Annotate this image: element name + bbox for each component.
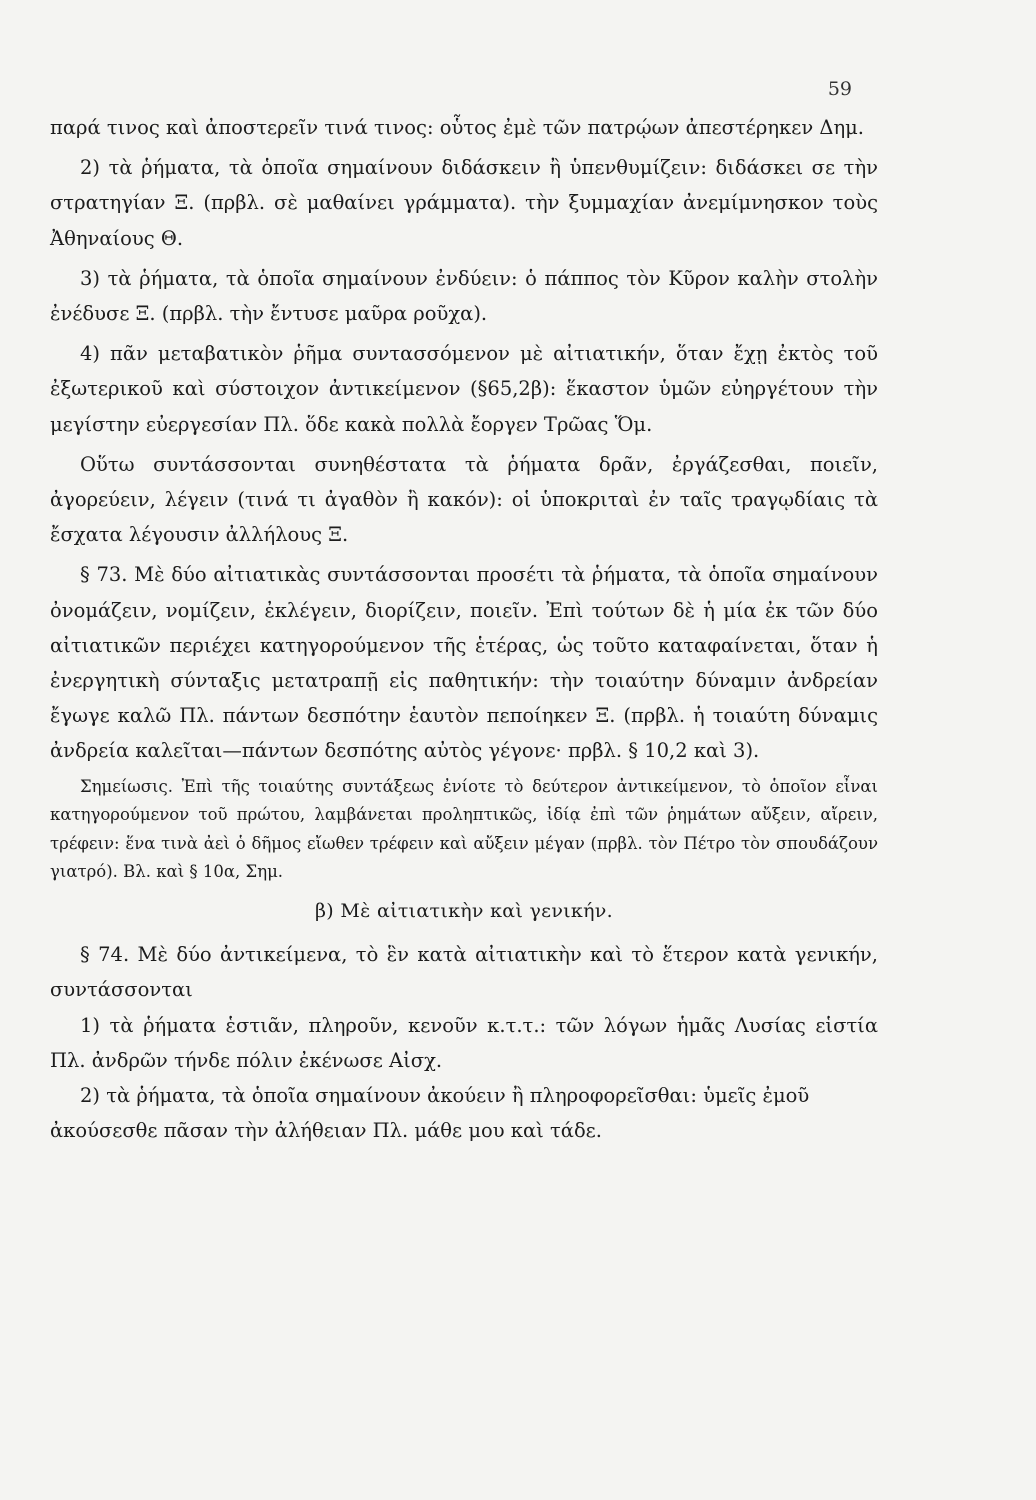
note-paragraph: Σημείωσις. Ἐπὶ τῆς τοιαύτης συντάξεως ἐνίοτε τὸ δεύτερον ἀντικείμενον, τὸ ὁποῖον εἶναι κατηγορούμενον τοῦ πρώτου, λαμβάνεται προληπτικῶς, ἰδίᾳ ἐπὶ τῶν ῥημάτων αὔξειν, αἴρειν, τρέφειν: ἕνα τινὰ ἀεὶ ὁ δῆμος εἴωθεν τρέφειν καὶ αὔξειν μέγαν (πρβλ. τὸν Πέτρο τὸν σπουδάζουν γιατρό). Βλ. καὶ § 10α, Σημ. (50, 776, 878, 882)
paragraph-item-4: 4) πᾶν μεταβατικὸν ῥῆμα συντασσόμενον μὲ αἰτιατικήν, ὅταν ἔχῃ ἐκτὸς τοῦ ἐξωτερικοῦ καὶ σύστοιχον ἀντικείμενον (§65,2β): ἕκαστον ὑμῶν εὐηργέτουν τὴν μεγίστην εὐεργεσίαν Πλ. ὅδε κακὰ πολλὰ ἔοργεν Τρῶας Ὅμ. (50, 342, 878, 436)
paragraph-item-3: 3) τὰ ῥήματα, τὰ ὁποῖα σημαίνουν ἐνδύειν: ὁ πάππος τὸν Κῦρον καλὴν στολὴν ἐνέδυσε Ξ. (πρβλ. τὴν ἔντυσε μαῦρα ροῦχα). (50, 266, 878, 326)
paragraph-item-74-2: 2) τὰ ῥήματα, τὰ ὁποῖα σημαίνουν ἀκούειν ἢ πληροφορεῖσθαι: ὑμεῖς ἐμοῦ ἀκούσεσθε πᾶσαν τὴν ἀλήθειαν Πλ. μάθε μου καὶ τάδε. (50, 1084, 810, 1143)
main-text (50, 110, 878, 1148)
paragraph-item-2: 2) τὰ ῥήματα, τὰ ὁποῖα σημαίνουν διδάσκειν ἢ ὑπενθυμίζειν: διδάσκει σε τὴν στρατηγίαν Ξ. (πρβλ. σὲ μαθαίνει γράμματα). τὴν ξυμμαχίαν ἀνεμίμνησκον τοὺς Ἀθηναίους Θ. (50, 156, 878, 250)
paragraph-item-74-1: 1) τὰ ῥήματα ἑστιᾶν, πληροῦν, κενοῦν κ.τ.τ.: τῶν λόγων ἡμᾶς Λυσίας εἱστία Πλ. ἀνδρῶν τήνδε πόλιν ἐκένωσε Αἰσχ. (50, 1013, 878, 1072)
page-number: 59 (827, 78, 852, 100)
section-heading: β) Μὲ αἰτιατικὴν καὶ γενικήν. (315, 900, 613, 923)
paragraph-section-74: § 74. Μὲ δύο ἀντικείμενα, τὸ ἓν κατὰ αἰτιατικὴν καὶ τὸ ἕτερον κατὰ γενικήν, συντάσσονται (50, 943, 878, 1002)
paragraph-construction: Οὕτω συντάσσονται συνηθέστατα τὰ ῥήματα δρᾶν, ἐργάζεσθαι, ποιεῖν, ἀγορεύειν, λέγειν (τινά τι ἀγαθὸν ἢ κακόν): οἱ ὑποκριταὶ ἐν ταῖς τραγῳδίαις τὰ ἔσχατα λέγουσιν ἀλλήλους Ξ. (50, 452, 878, 547)
paragraph-continuation: παρά τινος καὶ ἀποστερεῖν τινά τινος: οὗτος ἐμὲ τῶν πατρῴων ἀπεστέρηκεν Δημ. (50, 116, 865, 139)
paragraph-section-73: § 73. Μὲ δύο αἰτιατικὰς συντάσσονται προσέτι τὰ ῥήματα, τὰ ὁποῖα σημαίνουν ὀνομάζειν, νομίζειν, ἐκλέγειν, διορίζειν, ποιεῖν. Ἐπὶ τούτων δὲ ἡ μία ἐκ τῶν δύο αἰτιατικῶν περιέχει κατηγορούμενον τῆς ἑτέρας, ὡς τοῦτο καταφαίνεται, ὅταν ἡ ἐνεργητικὴ σύνταξις μετατραπῇ εἰς παθητικήν: τὴν τοιαύτην δύναμιν ἀνδρείαν ἔγωγε καλῶ Πλ. πάντων δεσπότην ἑαυτὸν πεποίηκεν Ξ. (πρβλ. ἡ τοιαύτη δύναμις ἀνδρεία καλεῖται—πάντων δεσπότης αὐτὸς γέγονε· πρβλ. § 10,2 καὶ 3). (50, 563, 878, 763)
